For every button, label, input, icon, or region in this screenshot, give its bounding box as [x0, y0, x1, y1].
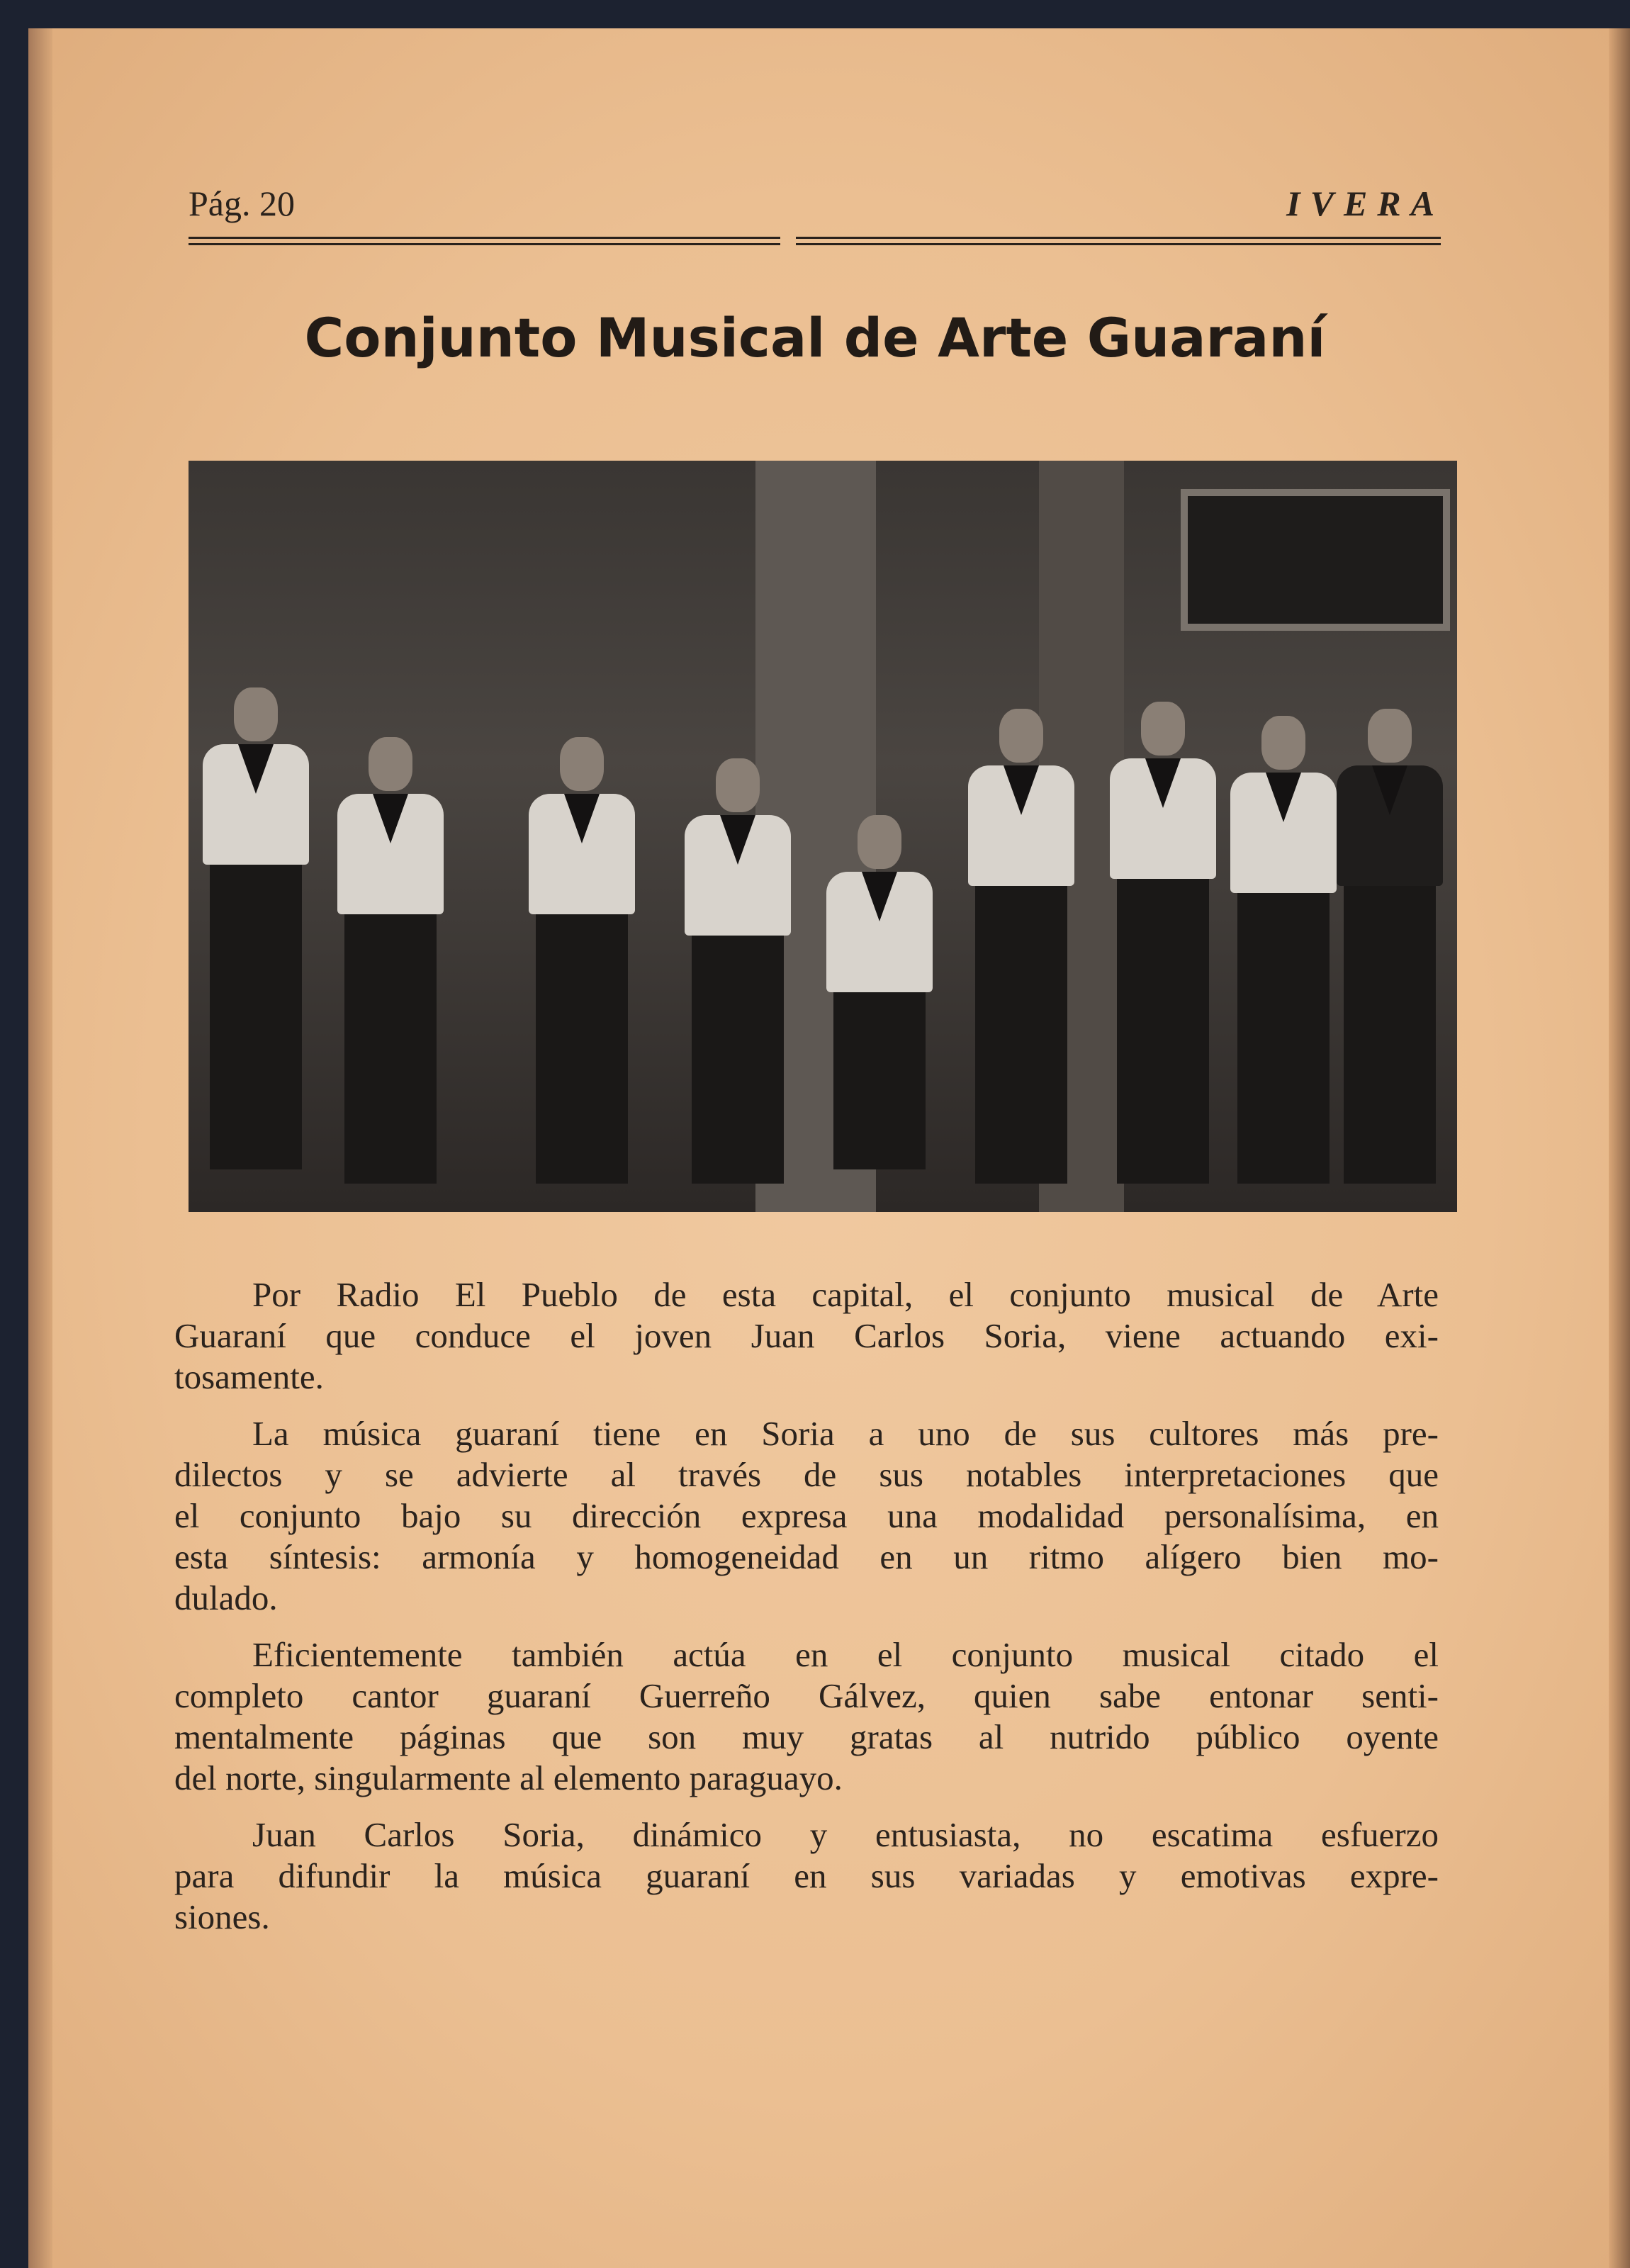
musician-figure [337, 737, 444, 1184]
article-title: Conjunto Musical de Arte Guaraní [304, 306, 1326, 369]
text-line: del norte, singularmente al elemento paraguayo. [174, 1758, 843, 1797]
photo-window [1181, 489, 1450, 631]
magazine-name: IVERA [1286, 184, 1444, 223]
text-line: mentalmente páginas que son muy gratas al nutrido público oyente [174, 1717, 1439, 1756]
header-rule-right [796, 237, 1441, 239]
musician-figure [529, 737, 635, 1184]
text-line: Guaraní que conduce el joven Juan Carlos Soria, viene actuando exi- [174, 1316, 1439, 1355]
text-line: La música guaraní tiene en Soria a uno de sus cultores más pre- [252, 1414, 1439, 1453]
paragraph [174, 1814, 1439, 1938]
musician-figure [203, 687, 309, 1169]
musician-figure [826, 815, 933, 1169]
article-body [174, 1274, 1439, 1953]
header-rule-right-2 [796, 243, 1441, 245]
text-line: Eficientemente también actúa en el conjunto musical citado el [252, 1635, 1439, 1674]
text-line: tosamente. [174, 1357, 324, 1396]
text-line: para difundir la música guaraní en sus variadas y emotivas expre- [174, 1856, 1439, 1895]
page-number: Pág. 20 [189, 184, 295, 223]
musician-figure [1110, 702, 1216, 1184]
band-photo [189, 461, 1457, 1212]
musician-figure [685, 758, 791, 1184]
musician-figure [1337, 709, 1443, 1184]
text-line: dulado. [174, 1578, 278, 1617]
text-line: dilectos y se advierte al través de sus notables interpretaciones que [174, 1455, 1439, 1494]
musician-figure [1230, 716, 1337, 1184]
text-line: el conjunto bajo su dirección expresa una modalidad personalísima, en [174, 1496, 1439, 1535]
text-line: esta síntesis: armonía y homogeneidad en un ritmo alígero bien mo- [174, 1537, 1439, 1576]
header-rule-left-2 [189, 243, 780, 245]
header-rule-left [189, 237, 780, 239]
text-line: completo cantor guaraní Guerreño Gálvez, quien sabe entonar senti- [174, 1676, 1439, 1715]
musician-figure [968, 709, 1074, 1184]
paragraph [174, 1274, 1439, 1398]
paragraph [174, 1413, 1439, 1619]
text-line: siones. [174, 1897, 270, 1936]
text-line: Juan Carlos Soria, dinámico y entusiasta, no escatima esfuerzo [252, 1815, 1439, 1854]
text-line: Por Radio El Pueblo de esta capital, el conjunto musical de Arte [252, 1275, 1439, 1314]
paragraph [174, 1634, 1439, 1799]
